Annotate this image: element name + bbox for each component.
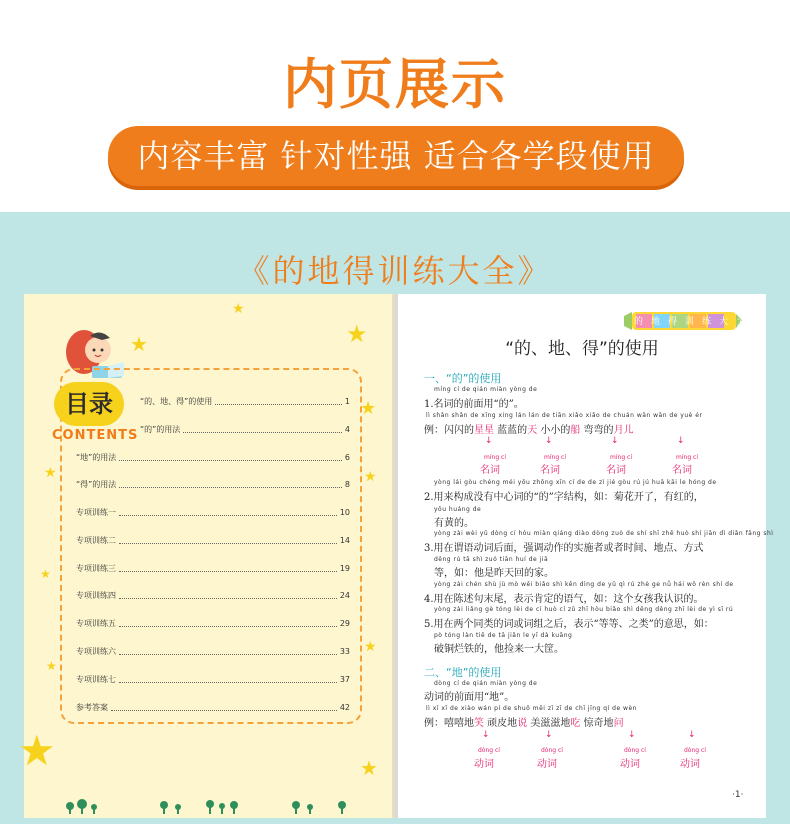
toc-item-label: “的”的用法	[140, 424, 181, 434]
toc-item-page: 42	[339, 702, 350, 712]
toc-item[interactable]	[76, 700, 350, 714]
section-heading: 一、“的”的使用	[424, 372, 502, 385]
toc-item[interactable]	[76, 561, 350, 575]
toc-item-label: 专项训练四	[76, 590, 116, 600]
toc-item[interactable]	[76, 505, 350, 519]
arrow-down-icon: ↓	[677, 436, 685, 446]
noun-label: 名词	[540, 465, 560, 476]
toc-item[interactable]	[76, 588, 350, 602]
arrow-down-icon: ↓	[485, 436, 493, 446]
ribbon-label: 的地得训练大全	[634, 317, 754, 327]
star-icon: ★	[364, 639, 377, 655]
rule-line: 破铜烂铁的，他捡来一大筐。	[434, 644, 564, 655]
star-icon: ★	[130, 332, 148, 356]
toc-item-page: 14	[339, 535, 350, 545]
pinyin-line: lì shǎn shǎn de xīng xing lán lán de tiān xiǎo xiǎo de chuán wān wān de yuè ér	[426, 412, 703, 419]
content-title: “的、地、得”的使用	[505, 339, 659, 359]
pinyin-line: míng cí de qián miàn yòng de	[434, 386, 538, 393]
rule-line: 1.名词的前面用“的”。	[424, 399, 524, 410]
noun-pinyin: míng cí	[610, 454, 632, 461]
rule-line: 动词的前面用“地”。	[424, 692, 515, 703]
toc-item[interactable]	[140, 394, 350, 408]
book-title: 《的地得训练大全》	[237, 252, 553, 290]
star-icon: ★	[364, 469, 377, 485]
page-number: ·1·	[732, 790, 744, 800]
rule-line: 5.用在两个同类的词或词组之后，表示“等等、之类”的意思，如：	[424, 619, 714, 630]
toc-item-page: 1	[344, 396, 350, 406]
page-title: 内页展示	[283, 53, 507, 116]
toc-item-page: 6	[344, 452, 350, 462]
verb-label: 动词	[620, 759, 640, 770]
verb-label: 动词	[537, 759, 557, 770]
pinyin-line: yòng lái gòu chéng méi yǒu zhōng xīn cí de de zì jié gòu rú jú huā kāi le hóng de	[434, 479, 717, 486]
star-icon: ★	[360, 398, 377, 419]
section-heading: 二、“地”的使用	[424, 666, 502, 679]
star-icon: ★	[40, 567, 51, 581]
pinyin-line: yòng zài chén shù jù mò wěi biǎo shì kěn dìng de yǔ qì rú zhè ge nǚ hái wǒ rèn shí de	[434, 581, 734, 588]
toc-item-page: 29	[339, 618, 350, 628]
rule-line: 有黄的。	[434, 518, 474, 529]
noun-pinyin: míng cí	[484, 454, 506, 461]
arrow-down-icon: ↓	[482, 730, 490, 740]
pinyin-line: yòng zài liǎng gè tóng lèi de cí huò cí zǔ zhī hòu biǎo shì děng děng zhī lèi de yì sī rú	[434, 606, 734, 613]
toc-item-label: 专项训练二	[76, 535, 116, 545]
pinyin-line: děng rú tā shì zuó tiān huí de jiā	[434, 556, 549, 563]
toc-item-label: “得”的用法	[76, 479, 117, 489]
toc-item-label: 专项训练六	[76, 646, 116, 656]
star-icon: ★	[46, 659, 57, 673]
toc-item-page: 24	[339, 590, 350, 600]
toc-item-label: “的、地、得”的使用	[140, 396, 213, 406]
rule-line: 等，如：他是昨天回的家。	[434, 568, 554, 579]
verb-label: 动词	[474, 759, 494, 770]
noun-label: 名词	[480, 465, 500, 476]
star-icon: ★	[18, 726, 56, 775]
toc-item-label: 专项训练七	[76, 674, 116, 684]
toc-item-page: 10	[339, 507, 350, 517]
verb-label: 动词	[680, 759, 700, 770]
toc-item[interactable]	[76, 450, 350, 464]
toc-item-page: 37	[339, 674, 350, 684]
toc-item-label: 参考答案	[76, 702, 108, 712]
toc-item-label: 专项训练三	[76, 563, 116, 573]
toc-item-label: 专项训练一	[76, 507, 116, 517]
example-line: 例：嘻嘻地笑 顽皮地说 美滋滋地吃 惊奇地问	[424, 718, 624, 729]
toc-badge: 目录	[54, 382, 124, 426]
noun-label: 名词	[606, 465, 626, 476]
star-icon: ★	[232, 301, 245, 317]
noun-pinyin: míng cí	[544, 454, 566, 461]
example-line: 例：闪闪的星星 蓝蓝的天 小小的船 弯弯的月儿	[424, 425, 634, 436]
toc-item[interactable]	[76, 672, 350, 686]
arrow-down-icon: ↓	[611, 436, 619, 446]
contents-label: CONTENTS	[52, 428, 139, 443]
noun-label: 名词	[672, 465, 692, 476]
rule-line: 4.用在陈述句末尾，表示肯定的语气，如：这个女孩我认识的。	[424, 594, 704, 605]
arrow-down-icon: ↓	[545, 730, 553, 740]
toc-item[interactable]	[76, 533, 350, 547]
toc-item-label: “地”的用法	[76, 452, 117, 462]
toc-item[interactable]	[76, 477, 350, 491]
verb-pinyin: dòng cí	[478, 747, 500, 754]
star-icon: ★	[44, 465, 57, 481]
toc-item-page: 4	[344, 424, 350, 434]
toc-item[interactable]	[76, 616, 350, 630]
verb-pinyin: dòng cí	[624, 747, 646, 754]
noun-pinyin: míng cí	[676, 454, 698, 461]
pinyin-line: lì xī xī de xiào wán pí de shuō měi zī zī de chī jīng qí de wèn	[426, 705, 637, 712]
toc-item[interactable]	[76, 644, 350, 658]
arrow-down-icon: ↓	[545, 436, 553, 446]
rule-line: 3.用在谓语动词后面，强调动作的实施者或者时间、地点、方式	[424, 543, 704, 554]
pinyin-line: yòng zài wèi yǔ dòng cí hòu miàn qiáng diào dòng zuò de shí shī zhě huò shí jiān dì diǎn fāng shì	[434, 530, 774, 537]
toc-item-page: 19	[339, 563, 350, 573]
tree-decoration-icon	[60, 796, 360, 816]
arrow-down-icon: ↓	[628, 730, 636, 740]
verb-pinyin: dòng cí	[684, 747, 706, 754]
toc-item-page: 33	[339, 646, 350, 656]
pinyin-line: pò tóng làn tiě de tā jiǎn le yī dà kuāng	[434, 632, 573, 639]
verb-pinyin: dòng cí	[541, 747, 563, 754]
top-banner	[0, 0, 790, 212]
star-icon: ★	[346, 320, 368, 348]
pinyin-line: yǒu huáng de	[434, 506, 482, 513]
arrow-down-icon: ↓	[688, 730, 696, 740]
toc-item-page: 8	[344, 479, 350, 489]
toc-item-label: 专项训练五	[76, 618, 116, 628]
star-icon: ★	[360, 756, 378, 780]
toc-item[interactable]	[140, 422, 350, 436]
pinyin-line: dòng cí de qián miàn yòng de	[434, 680, 538, 687]
subtitle-pill: 内容丰富 针对性强 适合各学段使用	[108, 126, 684, 186]
rule-line: 2.用来构成没有中心词的“的”字结构，如：菊花开了，有红的，	[424, 492, 704, 503]
